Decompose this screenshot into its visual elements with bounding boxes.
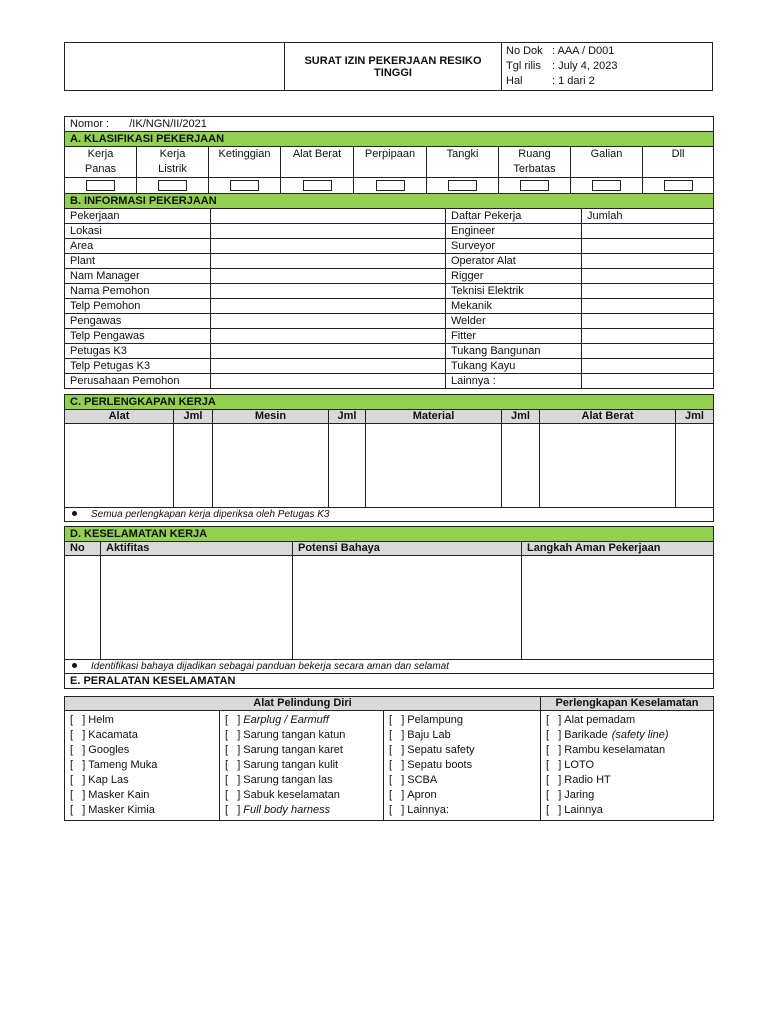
- checkbox[interactable]: [ ]: [70, 729, 86, 741]
- checklist-item[interactable]: [541, 803, 713, 818]
- info-row: [65, 239, 714, 254]
- checklist-item[interactable]: [541, 773, 713, 788]
- info-label: Nama Pemohon: [65, 284, 211, 299]
- meta-page: Hal : 1 dari 2: [506, 75, 595, 87]
- checklist-item[interactable]: [541, 788, 713, 803]
- checkbox[interactable]: [ ]: [546, 804, 562, 816]
- nomor-field[interactable]: /IK/NGN/II/2021: [129, 118, 207, 130]
- col-jml-material: Jml: [502, 410, 540, 424]
- section-c-block: [64, 394, 713, 522]
- bullet-icon: [72, 511, 77, 516]
- section-a-title: A. KLASIFIKASI PEKERJAAN: [65, 132, 714, 147]
- checklist-item[interactable]: [65, 773, 219, 788]
- checklist-label: Masker Kain: [88, 789, 150, 801]
- info-label: Telp Pengawas: [65, 329, 211, 344]
- checklist-item[interactable]: [541, 758, 713, 773]
- info-row: [65, 254, 714, 269]
- col-aktifitas: Aktifitas: [101, 542, 293, 556]
- info-label: Petugas K3: [65, 344, 211, 359]
- checkbox[interactable]: [ ]: [225, 789, 241, 801]
- checkbox-perpipaan[interactable]: [376, 180, 405, 191]
- col-alat: Alat: [65, 410, 174, 424]
- classification-checkboxes: [65, 178, 714, 194]
- checklist-item[interactable]: [65, 803, 219, 818]
- class-ketinggian: Ketinggian: [209, 147, 281, 178]
- class-galian: Galian: [571, 147, 643, 178]
- checkbox-dll[interactable]: [664, 180, 693, 191]
- info-row: [65, 359, 714, 374]
- safety-equipment-header: Perlengkapan Keselamatan: [541, 697, 714, 711]
- worker-count-field[interactable]: [582, 314, 714, 329]
- equipment-note: Semua perlengkapan kerja diperiksa oleh Petugas K3: [65, 508, 714, 522]
- document-title: SURAT IZIN PEKERJAAN RESIKO TINGGI: [285, 43, 502, 91]
- safety-header-row: [65, 542, 714, 556]
- worker-type-label: Tukang Bangunan: [446, 344, 582, 359]
- checklist-label: Sarung tangan katun: [243, 729, 346, 741]
- worker-type-label: Engineer: [446, 224, 582, 239]
- checklist-item[interactable]: [220, 743, 383, 758]
- col-jml-alat: Jml: [174, 410, 213, 424]
- checkbox-ketinggian[interactable]: [230, 180, 259, 191]
- info-row: [65, 209, 714, 224]
- checklist-item[interactable]: [220, 728, 383, 743]
- document-header: [64, 42, 713, 91]
- section-a-block: [64, 116, 713, 194]
- checklist-label: Sepatu boots: [407, 759, 473, 771]
- col-jml-mesin: Jml: [329, 410, 366, 424]
- info-field[interactable]: [211, 359, 446, 374]
- worker-count-field[interactable]: [582, 284, 714, 299]
- checklist-label: LOTO: [564, 759, 595, 771]
- info-label: Pekerjaan: [65, 209, 211, 224]
- checklist-label: Rambu keselamatan: [564, 744, 666, 756]
- info-field[interactable]: [211, 239, 446, 254]
- checklist-item[interactable]: [65, 713, 219, 728]
- class-ruang-terbatas: Ruang Terbatas: [499, 147, 571, 178]
- checklist-item[interactable]: [220, 713, 383, 728]
- meta-release-date: Tgl rilis : July 4, 2023: [506, 60, 618, 72]
- info-field[interactable]: [211, 299, 446, 314]
- checkbox[interactable]: [ ]: [389, 804, 405, 816]
- col-mesin: Mesin: [213, 410, 329, 424]
- checklist-label: Helm: [88, 714, 114, 726]
- nomor-row: [65, 117, 714, 132]
- worker-count-field[interactable]: [582, 299, 714, 314]
- checklist-label: Lainnya:: [407, 804, 449, 816]
- checkbox[interactable]: [ ]: [225, 744, 241, 756]
- checklist-item[interactable]: [220, 803, 383, 818]
- info-field[interactable]: [211, 329, 446, 344]
- checkbox-galian[interactable]: [592, 180, 621, 191]
- section-e-block: [64, 696, 713, 821]
- ppe-column-2: [220, 711, 384, 821]
- info-field[interactable]: [211, 314, 446, 329]
- checkbox[interactable]: [ ]: [389, 789, 405, 801]
- col-material: Material: [366, 410, 502, 424]
- jumlah-header: Jumlah: [582, 209, 714, 224]
- checkbox[interactable]: [ ]: [225, 804, 241, 816]
- nomor-label: Nomor :: [70, 118, 110, 130]
- checklist-label: Baju Lab: [407, 729, 451, 741]
- checklist-item[interactable]: [384, 773, 540, 788]
- info-label: Perusahaan Pemohon: [65, 374, 211, 389]
- worker-count-field[interactable]: [582, 359, 714, 374]
- info-row: [65, 344, 714, 359]
- col-no: No: [65, 542, 101, 556]
- checklist-label: Tameng Muka: [88, 759, 158, 771]
- checkbox-ruang-terbatas[interactable]: [520, 180, 549, 191]
- checklist-label: Kacamata: [88, 729, 138, 741]
- checkbox[interactable]: [ ]: [389, 744, 405, 756]
- checklist-item[interactable]: [384, 758, 540, 773]
- col-jml-alat-berat: Jml: [676, 410, 714, 424]
- info-label: Plant: [65, 254, 211, 269]
- info-label: Telp Pemohon: [65, 299, 211, 314]
- checklist-item[interactable]: [65, 728, 219, 743]
- checklist-label: Barikade: [564, 729, 608, 741]
- checklist-item[interactable]: [541, 743, 713, 758]
- section-c-title: C. PERLENGKAPAN KERJA: [65, 395, 714, 410]
- checklist-label: Sabuk keselamatan: [243, 789, 340, 801]
- checkbox[interactable]: [ ]: [70, 714, 86, 726]
- worker-count-field[interactable]: [582, 329, 714, 344]
- safety-equipment-column: [541, 711, 714, 821]
- info-row: [65, 284, 714, 299]
- class-tangki: Tangki: [427, 147, 499, 178]
- checklist-label: Sarung tangan kulit: [243, 759, 339, 771]
- worker-count-field[interactable]: [582, 344, 714, 359]
- info-row: [65, 224, 714, 239]
- info-row: [65, 329, 714, 344]
- checklist-label: Kap Las: [88, 774, 129, 786]
- info-row: [65, 299, 714, 314]
- worker-type-label: Mekanik: [446, 299, 582, 314]
- checkbox[interactable]: [ ]: [546, 774, 562, 786]
- col-langkah-aman: Langkah Aman Pekerjaan: [522, 542, 714, 556]
- checklist-item[interactable]: [384, 728, 540, 743]
- checklist-item[interactable]: [541, 713, 713, 728]
- checkbox[interactable]: [ ]: [225, 714, 241, 726]
- checklist-label-suffix: (safety line): [611, 729, 669, 741]
- checklist-label: Googles: [88, 744, 130, 756]
- info-row: [65, 374, 714, 389]
- checklist-label: Pelampung: [407, 714, 463, 726]
- checklist-item[interactable]: [220, 788, 383, 803]
- checkbox[interactable]: [ ]: [225, 774, 241, 786]
- info-label: Pengawas: [65, 314, 211, 329]
- worker-type-label: Tukang Kayu: [446, 359, 582, 374]
- checkbox[interactable]: [ ]: [389, 774, 405, 786]
- worker-count-field[interactable]: [582, 224, 714, 239]
- section-d-block: [64, 526, 713, 689]
- info-field[interactable]: [211, 374, 446, 389]
- checkbox[interactable]: [ ]: [389, 729, 405, 741]
- class-alat-berat: Alat Berat: [281, 147, 354, 178]
- checklist-label: Lainnya: [564, 804, 603, 816]
- worker-count-field[interactable]: [582, 269, 714, 284]
- worker-count-field[interactable]: [582, 239, 714, 254]
- checklist-item[interactable]: [384, 713, 540, 728]
- checklist-item[interactable]: [384, 788, 540, 803]
- worker-type-label: Surveyor: [446, 239, 582, 254]
- checkbox[interactable]: [ ]: [546, 789, 562, 801]
- ppe-column-3: [384, 711, 541, 821]
- checklist-label: Earplug / Earmuff: [243, 714, 329, 726]
- class-perpipaan: Perpipaan: [354, 147, 427, 178]
- classification-headers: [65, 147, 714, 178]
- checkbox-alat-berat[interactable]: [303, 180, 332, 191]
- checklist-item[interactable]: [65, 788, 219, 803]
- checklist-label: Apron: [407, 789, 437, 801]
- info-label: Telp Petugas K3: [65, 359, 211, 374]
- worker-type-label: Rigger: [446, 269, 582, 284]
- checklist-label: Full body harness: [243, 804, 331, 816]
- checkbox[interactable]: [ ]: [225, 759, 241, 771]
- checkbox-tangki[interactable]: [448, 180, 477, 191]
- checklist-item[interactable]: [384, 803, 540, 818]
- meta-doc-number: No Dok : AAA / D001: [506, 45, 615, 57]
- checkbox[interactable]: [ ]: [70, 789, 86, 801]
- checkbox-kerja-panas[interactable]: [86, 180, 115, 191]
- checklist-label: Jaring: [564, 789, 595, 801]
- worker-count-field[interactable]: [582, 374, 714, 389]
- checkbox[interactable]: [ ]: [389, 714, 405, 726]
- info-row: [65, 269, 714, 284]
- checkbox[interactable]: [ ]: [225, 729, 241, 741]
- info-label: Nam Manager: [65, 269, 211, 284]
- checkbox[interactable]: [ ]: [389, 759, 405, 771]
- worker-type-label: Fitter: [446, 329, 582, 344]
- safety-note: Identifikasi bahaya dijadikan sebagai panduan bekerja secara aman dan selamat: [65, 660, 714, 674]
- equipment-entry-row[interactable]: [65, 424, 714, 508]
- section-b-title: B. INFORMASI PEKERJAAN: [65, 194, 714, 209]
- checkbox[interactable]: [ ]: [546, 729, 562, 741]
- checklist-item[interactable]: [65, 758, 219, 773]
- info-label: Lokasi: [65, 224, 211, 239]
- checklist-item[interactable]: [220, 758, 383, 773]
- checkbox[interactable]: [ ]: [546, 744, 562, 756]
- worker-count-field[interactable]: [582, 254, 714, 269]
- checkbox[interactable]: [ ]: [70, 774, 86, 786]
- checklist-label: Sarung tangan karet: [243, 744, 343, 756]
- checkbox-kerja-listrik[interactable]: [158, 180, 187, 191]
- checklist-label: Masker Kimia: [88, 804, 155, 816]
- info-field[interactable]: [211, 269, 446, 284]
- info-field[interactable]: [211, 254, 446, 269]
- checklist-item[interactable]: [541, 728, 713, 743]
- worker-type-label: Operator Alat: [446, 254, 582, 269]
- checkbox[interactable]: [ ]: [70, 744, 86, 756]
- bullet-icon: [72, 663, 77, 668]
- class-kerja-panas: Kerja Panas: [65, 147, 137, 178]
- checkbox[interactable]: [ ]: [546, 759, 562, 771]
- checklist-label: Sepatu safety: [407, 744, 475, 756]
- col-alat-berat: Alat Berat: [540, 410, 676, 424]
- safety-entry-row[interactable]: [65, 556, 714, 660]
- checkbox[interactable]: [ ]: [70, 759, 86, 771]
- worker-type-label: Daftar Pekerja: [446, 209, 582, 224]
- document-meta: [502, 43, 713, 91]
- info-row: [65, 314, 714, 329]
- worker-type-label: Lainnya :: [446, 374, 582, 389]
- checklist-item[interactable]: [384, 743, 540, 758]
- worker-type-label: Teknisi Elektrik: [446, 284, 582, 299]
- checklist-label: Alat pemadam: [564, 714, 636, 726]
- class-dll: Dll: [643, 147, 714, 178]
- col-potensi-bahaya: Potensi Bahaya: [293, 542, 522, 556]
- checkbox[interactable]: [ ]: [546, 714, 562, 726]
- checklist-label: Radio HT: [564, 774, 611, 786]
- ppe-header-row: [65, 697, 714, 711]
- info-field[interactable]: [211, 344, 446, 359]
- section-d-title: D. KESELAMATAN KERJA: [65, 527, 714, 542]
- info-field[interactable]: [211, 284, 446, 299]
- section-e-title: E. PERALATAN KESELAMATAN: [65, 674, 714, 689]
- info-label: Area: [65, 239, 211, 254]
- logo-cell: [65, 43, 285, 91]
- checklist-item[interactable]: [220, 773, 383, 788]
- checklist-label: SCBA: [407, 774, 438, 786]
- equipment-header-row: [65, 410, 714, 424]
- section-b-block: [64, 193, 713, 389]
- checklist-item[interactable]: [65, 743, 219, 758]
- checkbox[interactable]: [ ]: [70, 804, 86, 816]
- worker-type-label: Welder: [446, 314, 582, 329]
- ppe-header: Alat Pelindung Diri: [65, 697, 541, 711]
- ppe-column-1: [65, 711, 220, 821]
- checklist-label: Sarung tangan las: [243, 774, 333, 786]
- info-field[interactable]: [211, 224, 446, 239]
- info-field[interactable]: [211, 209, 446, 224]
- class-kerja-listrik: Kerja Listrik: [137, 147, 209, 178]
